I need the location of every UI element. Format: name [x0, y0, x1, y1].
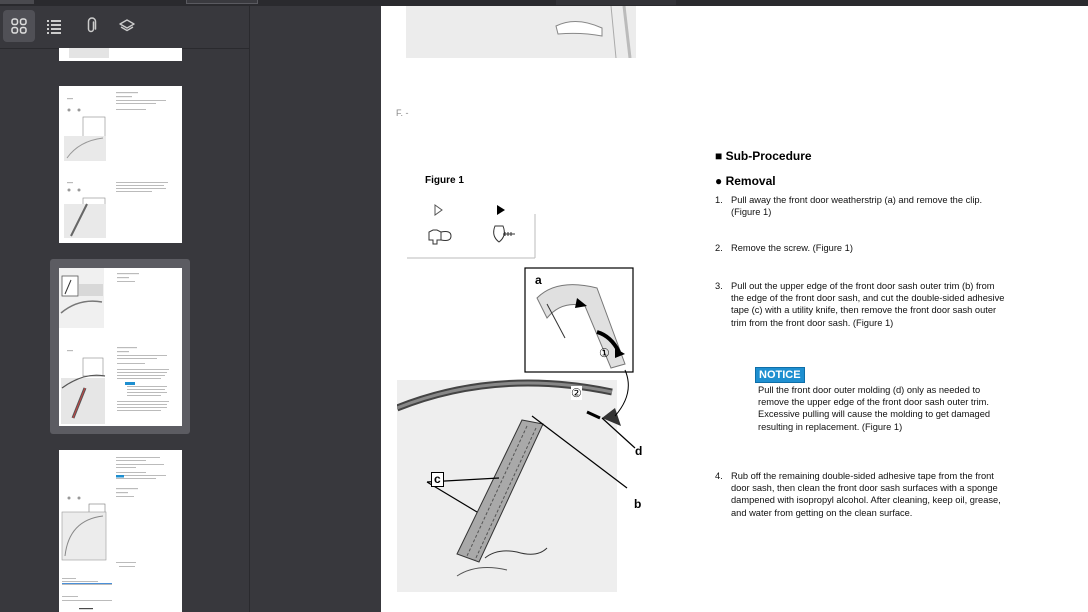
figure-label: Figure 1: [425, 175, 464, 186]
document-page: [381, 6, 1088, 612]
sidebar-toolbar: [0, 6, 249, 49]
step-text: Pull out the upper edge of the front door sash outer trim (b) from the edge of the front door sash, and cut the double-sided adhesive tape (c) with a utility knife, then remove the front door sash outer trim from the front door sash. (Figure 1): [731, 281, 1005, 328]
layers-view-icon: [118, 17, 136, 35]
notice-badge: NOTICE: [755, 367, 805, 383]
callout-a: a: [535, 273, 542, 287]
layers-view-button[interactable]: [111, 10, 143, 42]
top-tab-fragment[interactable]: [0, 0, 34, 4]
clip-icon: [429, 230, 451, 244]
top-bar-fragment: [556, 0, 676, 5]
step-text: Pull away the front door weatherstrip (a) and remove the clip. (Figure 1): [731, 195, 983, 218]
attachments-view-button[interactable]: [75, 10, 107, 42]
previous-figure-fragment: [406, 6, 636, 58]
thumbnails-view-icon: [10, 17, 28, 35]
procedure-step: [715, 470, 1005, 519]
step-text: Remove the screw. (Figure 1): [731, 243, 853, 253]
door-sash-figure: [397, 258, 647, 600]
top-input-fragment[interactable]: [186, 0, 258, 4]
callout-b: b: [634, 497, 642, 511]
removal-direction-outline-icon: [435, 205, 442, 215]
step-number: 4.: [715, 471, 723, 481]
attachments-view-icon: [82, 17, 100, 35]
step-number: 3.: [715, 281, 723, 291]
outline-view-icon: [45, 17, 63, 35]
sidebar: [0, 6, 250, 612]
page-thumbnail-2[interactable]: [59, 86, 182, 243]
thumbnails-view-button[interactable]: [3, 10, 35, 42]
figure-legend: [407, 202, 537, 260]
viewer-gutter: [250, 6, 380, 612]
procedure-step: [715, 242, 1005, 254]
page-thumbnail-3[interactable]: [59, 268, 182, 426]
step-text: Rub off the remaining double-sided adhesive tape from the front door sash, then clean the front door sash surfaces with a sponge dampened with isopropyl alcohol. After cleaning, keep oil, grease, and water from getting on the clean surface.: [731, 471, 1001, 518]
page-thumbnail-4[interactable]: [59, 450, 182, 612]
removal-direction-solid-icon: [497, 205, 505, 215]
notice-text: Pull the front door outer molding (d) only as needed to remove the upper edge of the front door sash outer trim. Excessive pulling will cause the molding to get damaged resulting in replacement. (Figure 1): [758, 385, 991, 432]
callout-c: c: [431, 472, 444, 487]
procedure-step: [715, 194, 1005, 218]
page-header-label: F. -: [396, 108, 409, 118]
screw-icon: [494, 226, 515, 242]
step-number: 1.: [715, 195, 723, 205]
step-number: 2.: [715, 243, 723, 253]
section-title: ■ Sub-Procedure: [715, 149, 812, 163]
page-thumbnail-1[interactable]: [59, 48, 182, 61]
outline-view-button[interactable]: [38, 10, 70, 42]
callout-step-2: ②: [571, 386, 582, 400]
callout-d: d: [635, 444, 643, 458]
subsection-title: ● Removal: [715, 174, 776, 188]
callout-step-1: ①: [599, 346, 610, 360]
procedure-step: [715, 280, 1005, 329]
